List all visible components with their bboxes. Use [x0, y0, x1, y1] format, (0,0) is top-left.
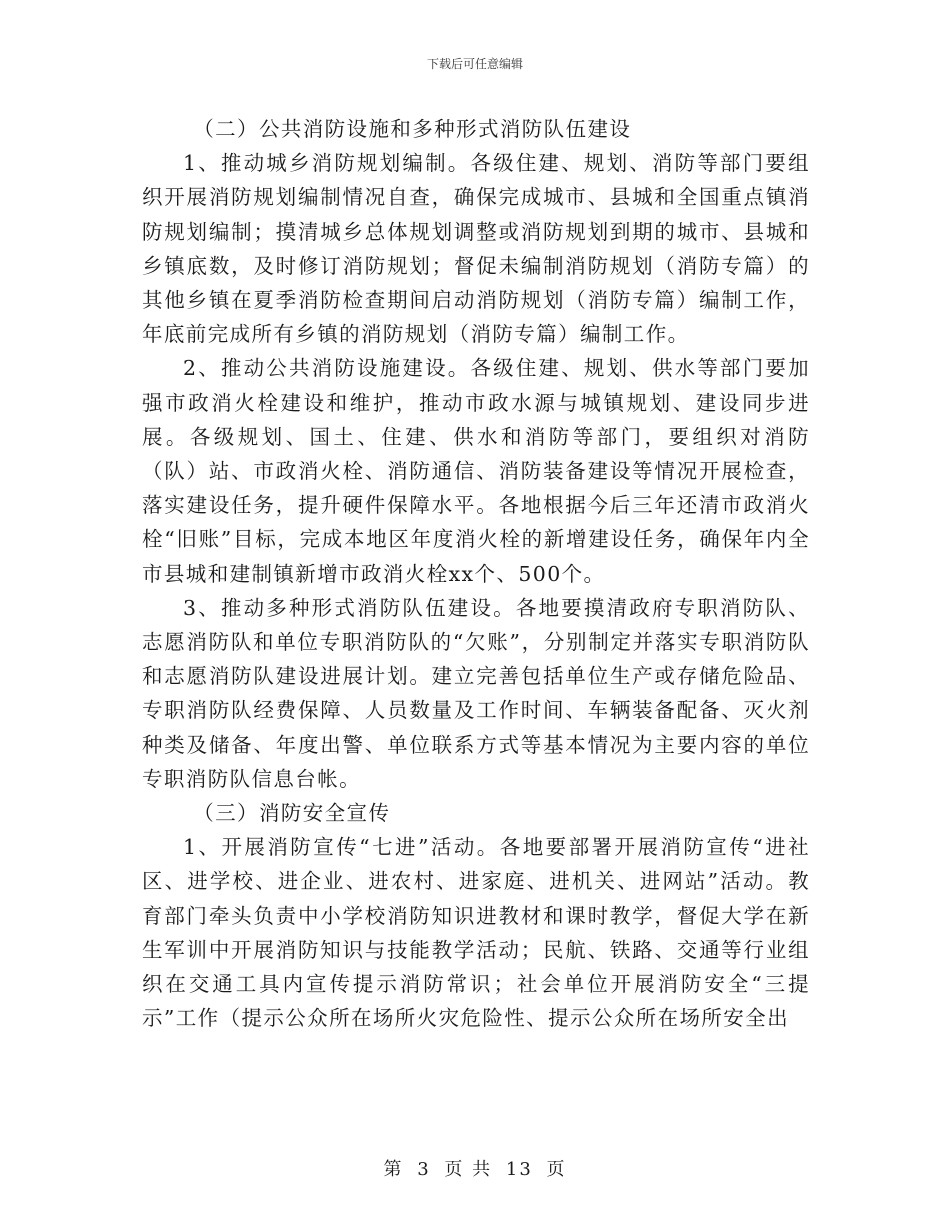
footer-middle: 页 共: [444, 1159, 493, 1180]
page-footer: [0, 1155, 950, 1181]
page-header: 下载后可任意编辑: [426, 57, 523, 71]
footer-suffix: 页: [546, 1159, 567, 1180]
document-body: [142, 112, 810, 1035]
paragraph-fire-teams: 3、推动多种形式消防队伍建设。各地要摸清政府专职消防队、志愿消防队和单位专职消防队的“欠账”，分别制定并落实专职消防队和志愿消防队建设进展计划。建立完善包括单位生产或存储危险品、专职消防队经费保障、人员数量及工作时间、车辆装备配备、灭火剂种类及储备、年度出警、单位联系方式等基本情况为主要内容的单位专职消防队信息台帐。: [142, 595, 810, 791]
total-page-count: 13: [505, 1159, 533, 1180]
footer-prefix: 第: [383, 1159, 404, 1180]
section-heading-2: （二）公共消防设施和多种形式消防队伍建设: [193, 117, 632, 141]
section-heading-3: （三）消防安全宣传: [193, 801, 391, 826]
current-page-number: 3: [417, 1159, 431, 1180]
paragraph-public-facilities: 2、推动公共消防设施建设。各级住建、规划、供水等部门要加强市政消火栓建设和维护，推动市政水源与城镇规划、建设同步进展。各级规划、国土、住建、供水和消防等部门，要组织对消防（队）站、市政消火栓、消防通信、消防装备建设等情况开展检查，落实建设任务，提升硬件保障水平。各地根据今后三年还清市政消火栓“旧账”目标，完成本地区年度消火栓的新增建设任务，确保年内全市县城和建制镇新增市政消火栓xx个、500个。: [142, 356, 810, 586]
paragraph-fire-planning: 1、推动城乡消防规划编制。各级住建、规划、消防等部门要组织开展消防规划编制情况自查，确保完成城市、县城和全国重点镇消防规划编制；摸清城乡总体规划调整或消防规划到期的城市、县城和乡镇底数，及时修订消防规划；督促未编制消防规划（消防专篇）的其他乡镇在夏季消防检查期间启动消防规划（消防专篇）编制工作，年底前完成所有乡镇的消防规划（消防专篇）编制工作。: [142, 151, 810, 347]
paragraph-fire-publicity: 1、开展消防宣传“七进”活动。各地要部署开展消防宣传“进社区、进学校、进企业、进农村、进家庭、进机关、进网站”活动。教育部门牵头负责中小学校消防知识进教材和课时教学，督促大学在新生军训中开展消防知识与技能教学活动；民航、铁路、交通等行业组织在交通工具内宣传提示消防常识；社会单位开展消防安全“三提示”工作（提示公众所在场所火灾危险性、提示公众所在场所安全出: [142, 835, 810, 1031]
